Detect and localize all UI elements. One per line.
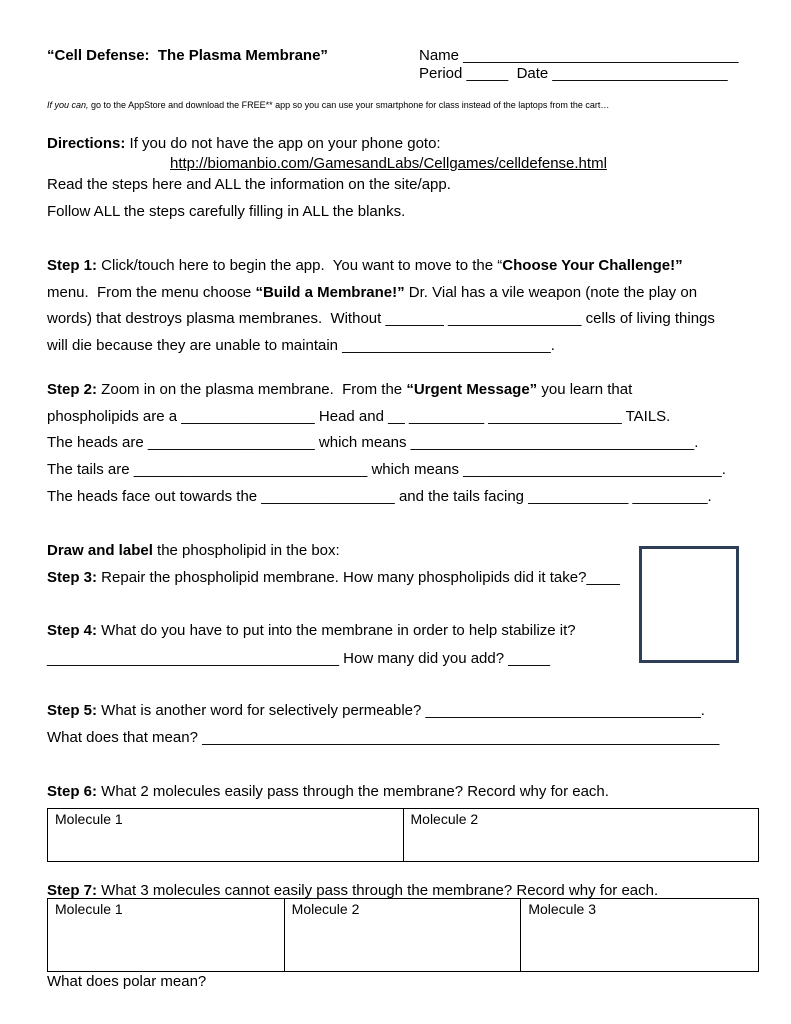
draw-instruction — [47, 542, 340, 560]
directions — [47, 135, 441, 153]
app-note-emphasis: If you can, — [47, 100, 89, 110]
step3-text: Repair the phospholipid membrane. How many phospholipids did it take?____ — [97, 569, 620, 586]
step3-label: Step 3: — [47, 569, 98, 586]
step4-line-1 — [47, 622, 576, 640]
step2-text-b: you learn that — [537, 381, 633, 398]
draw-label: Draw and label — [47, 542, 153, 559]
table-row — [48, 809, 759, 862]
drawing-box[interactable] — [639, 546, 739, 663]
step6-text: What 2 molecules easily pass through the membrane? Record why for each. — [97, 783, 609, 800]
step2-line-5[interactable]: The heads face out towards the ________________ and the tails facing ____________ _________. — [47, 488, 712, 505]
step7-table — [47, 898, 759, 972]
step6-label: Step 6: — [47, 783, 98, 800]
step1-text-c: Dr. Vial has a vile weapon (note the play on — [404, 284, 698, 301]
step1-line-3[interactable]: words) that destroys plasma membranes. Without _______ ________________ cells of living things — [47, 310, 715, 327]
directions-label: Directions: — [47, 135, 126, 152]
step6-table — [47, 808, 759, 862]
step4-text: What do you have to put into the membrane in order to help stabilize it? — [97, 622, 576, 639]
step7-label: Step 7: — [47, 882, 98, 899]
step2-line-2[interactable]: phospholipids are a ________________ Head and __ _________ ________________ TAILS. — [47, 408, 671, 425]
step6-cell-1[interactable]: Molecule 1 — [48, 809, 404, 862]
table-row — [48, 899, 759, 972]
name-field[interactable]: Name _________________________________ — [419, 47, 739, 64]
step7-cell-3[interactable]: Molecule 3 — [521, 899, 759, 972]
step1-label: Step 1: — [47, 257, 98, 274]
step2-line-3[interactable]: The heads are ____________________ which means __________________________________. — [47, 434, 699, 451]
step5-text: What is another word for selectively permeable? _________________________________. — [97, 702, 705, 719]
step7-text: What 3 molecules cannot easily pass through the membrane? Record why for each. — [97, 882, 659, 899]
step4-label: Step 4: — [47, 622, 98, 639]
step1-build: “Build a Membrane!” — [255, 284, 405, 301]
step4-line-2[interactable]: ___________________________________ How many did you add? _____ — [47, 650, 550, 667]
period-date-field[interactable]: Period _____ Date _____________________ — [419, 65, 728, 82]
step5-line-2[interactable]: What does that mean? ______________________________________________________________ — [47, 729, 720, 746]
step2-line-1 — [47, 381, 632, 399]
directions-line-2: Read the steps here and ALL the information on the site/app. — [47, 176, 451, 193]
step5-label: Step 5: — [47, 702, 98, 719]
directions-text: If you do not have the app on your phone goto: — [125, 135, 441, 152]
app-note — [47, 100, 609, 111]
step1-line-2 — [47, 284, 697, 302]
step7-cell-1[interactable]: Molecule 1 — [48, 899, 285, 972]
step2-text-a: Zoom in on the plasma membrane. From the — [97, 381, 407, 398]
step1-text-b: menu. From the menu choose — [47, 284, 256, 301]
step6-line — [47, 783, 609, 801]
step7-cell-2[interactable]: Molecule 2 — [284, 899, 521, 972]
step1-challenge: Choose Your Challenge!” — [502, 257, 683, 274]
draw-text: the phospholipid in the box: — [152, 542, 340, 559]
step1-line-1 — [47, 257, 683, 275]
polar-question: What does polar mean? — [47, 973, 207, 990]
step1-text-a: Click/touch here to begin the app. You want to move to the “ — [97, 257, 503, 274]
step2-label: Step 2: — [47, 381, 98, 398]
step6-cell-2[interactable]: Molecule 2 — [403, 809, 759, 862]
step2-urgent: “Urgent Message” — [406, 381, 538, 398]
step1-line-4[interactable]: will die because they are unable to maintain _________________________. — [47, 337, 555, 354]
directions-line-3: Follow ALL the steps carefully filling in ALL the blanks. — [47, 203, 406, 220]
page-title: “Cell Defense: The Plasma Membrane” — [47, 47, 328, 64]
step2-line-4[interactable]: The tails are ____________________________ which means _______________________________. — [47, 461, 726, 478]
step3-line[interactable] — [47, 569, 620, 587]
app-note-text: go to the AppStore and download the FREE** app so you can use your smartphone for class instead of the laptops from the cart… — [88, 100, 610, 110]
step5-line-1[interactable] — [47, 702, 705, 720]
directions-link[interactable]: http://biomanbio.com/GamesandLabs/Cellgames/celldefense.html — [170, 155, 607, 172]
